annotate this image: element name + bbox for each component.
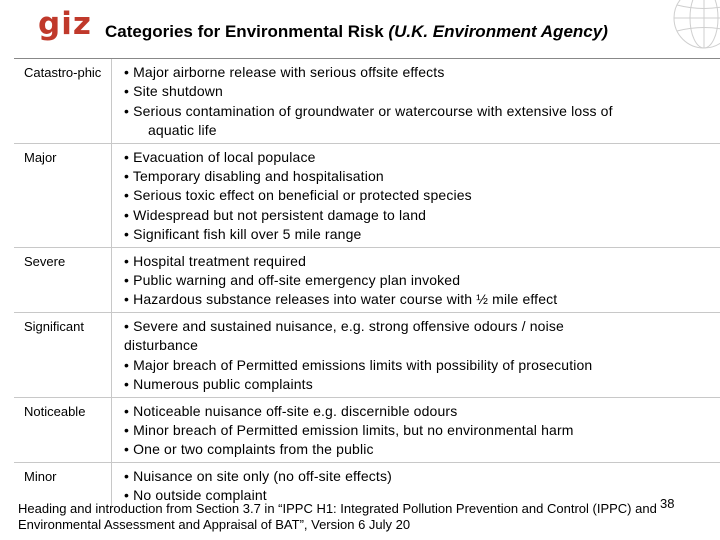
- list-item: [124, 121, 716, 140]
- category-label: Severe: [24, 253, 66, 269]
- table-row: [14, 398, 720, 463]
- list-item: • Significant fish kill over 5 mile range: [124, 226, 362, 243]
- page-number: 38: [660, 496, 675, 511]
- list-item: • Public warning and off-site emergency plan invoked: [124, 272, 461, 289]
- category-label: Significant: [24, 318, 84, 334]
- list-item: • Major breach of Permitted emissions limits with possibility of prosecution: [124, 356, 593, 373]
- category-label: Noticeable: [24, 403, 86, 419]
- table-row: [14, 144, 720, 248]
- list-item: • Nuisance on site only (no off-site effects): [124, 467, 392, 484]
- effects-list: [111, 144, 720, 247]
- category-label: Minor: [24, 468, 57, 484]
- table-row: [14, 248, 720, 313]
- risk-category-table: [14, 58, 720, 508]
- slide-title: [105, 22, 608, 42]
- list-item: • Serious toxic effect on beneficial or protected species: [124, 187, 472, 204]
- list-item: • Numerous public complaints: [124, 376, 313, 393]
- list-item: • Hospital treatment required: [124, 252, 307, 269]
- list-item: • Evacuation of local populace: [124, 148, 316, 165]
- globe-watermark-icon: [668, 0, 720, 52]
- table-row: [14, 59, 720, 144]
- list-item: • Noticeable nuisance off-site e.g. discernible odours: [124, 402, 458, 419]
- effects-list: [111, 59, 720, 143]
- category-label: Major: [24, 149, 57, 165]
- list-item-continuation: aquatic life: [148, 122, 217, 139]
- list-item: • No outside complaint: [124, 487, 267, 504]
- source-footnote: Heading and introduction from Section 3.7 in “IPPC H1: Integrated Pollution Prevention and Control (IPPC) and Environmental Assessment and Appraisal of BAT”, Version 6 July 20: [18, 501, 657, 532]
- list-item: • Severe and sustained nuisance, e.g. strong offensive odours / noise: [124, 317, 564, 334]
- list-item: • Site shutdown: [124, 83, 223, 100]
- list-item: • Serious contamination of groundwater or watercourse with extensive loss of: [124, 102, 613, 119]
- list-item: • Minor breach of Permitted emission limits, but no environmental harm: [124, 421, 574, 438]
- title-subtitle: (U.K. Environment Agency): [388, 22, 608, 41]
- list-item: • Hazardous substance releases into water course with ½ mile effect: [124, 291, 558, 308]
- effects-list: [111, 313, 720, 397]
- title-main: Categories for Environmental Risk: [105, 22, 389, 41]
- table-row: [14, 313, 720, 398]
- list-item: • Temporary disabling and hospitalisation: [124, 168, 384, 185]
- list-item: • One or two complaints from the public: [124, 441, 374, 458]
- effects-list: [111, 248, 720, 312]
- category-label: Catastro-phic: [24, 65, 102, 80]
- giz-logo: giz: [38, 6, 92, 42]
- list-item: • Major airborne release with serious offsite effects: [124, 64, 445, 80]
- list-item: • Widespread but not persistent damage to land: [124, 206, 427, 223]
- effects-list: [111, 398, 720, 462]
- list-item-continuation: disturbance: [124, 337, 199, 354]
